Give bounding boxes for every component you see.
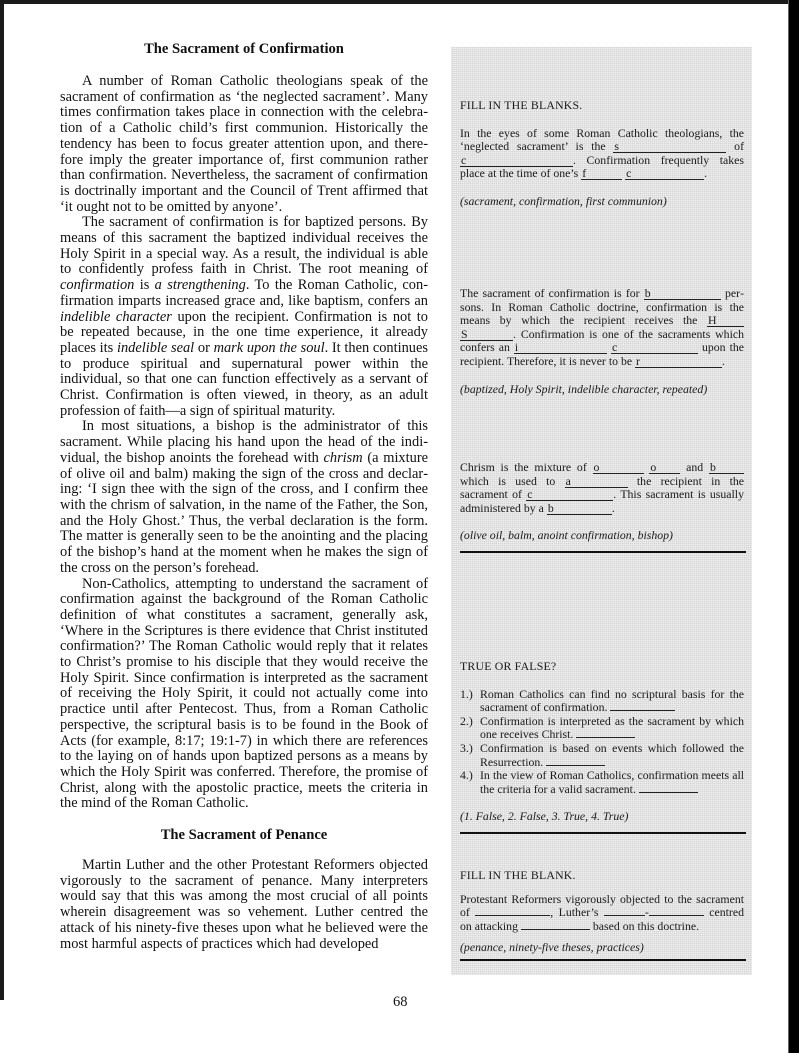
paragraph-confirmation-baptized [60,215,428,419]
blank-field[interactable]: o [649,462,680,474]
blank-field[interactable] [604,915,645,916]
exercise-title: FILL IN THE BLANK. [460,868,576,882]
text-span: based on this doctrine. [589,918,700,933]
item-text: Roman Catholics can find no scriptural basis for the sacrament of confirmation. [480,686,744,715]
page-number: 68 [393,994,408,1010]
exercise-sidebar [451,47,752,975]
text-span: centred on attacking [460,905,744,933]
main-text-column [60,40,428,952]
true-false-item [460,715,744,742]
text-span: the recipient in the sacrament of [460,473,744,502]
paragraph-confirmation-intro: A number of Roman Catholic theologians speak of the sacrament of confirmation as ‘the neglected sacrament’. Many times confirmation takes place in connection with the celebration of a Catholic child’s first communion. Historically the tendency has been to focus greater attention upon, and therefore imply the greater importance of, first communion rather than confirmation. Nevertheless, the sacrament of confirmation is doctrinally important and the Council of Trent affirmed that ‘it ought not to be omitted by anyone’. [60,73,428,215]
blank-field[interactable]: c [625,168,704,180]
answer-blank[interactable] [546,765,605,766]
paragraph-confirmation-bishop [60,419,428,576]
text-span: . To the Roman Catholic, confirmation imparts increased grace and, like baptism, confers an [60,277,428,309]
item-text: Confirmation is interpreted as the sacrament by which one receives Christ. [480,713,744,742]
true-false-item [460,742,744,769]
exercise-text [460,461,744,515]
exercise-text [460,127,744,181]
item-number: 4.) [460,768,473,783]
true-false-list [460,688,744,797]
item-text: In the view of Roman Catholics, confirmation meets all the criteria for a valid sacrament. [480,768,744,796]
blank-field[interactable]: b [547,503,612,515]
blank-field[interactable]: r [635,356,722,368]
exercise-fill-blanks-1 [460,99,744,209]
text-span: upon the recipient. Therefore, it is never to be [460,340,744,368]
section-divider [460,551,746,553]
item-number: 1.) [460,686,473,701]
text-span: Chrism is the mixture of [460,460,593,474]
text-span: is [134,277,155,294]
text-span: The sacrament of confirmation is for baptized persons. By means of this sacrament the baptized individual receives the Holy Spirit in a special way. As a result, the individual is able to confidently profess faith in Christ. The root meaning of [60,214,428,278]
dash-separator: - [644,905,649,920]
emphasis-text: a strengthening [154,277,246,294]
exercise-text [460,287,744,369]
section-heading-penance: The Sacrament of Penance [160,827,328,844]
paragraph-confirmation-scripture: Non-Catholics, attempting to understand the sacrament of confirmation against the background of the Roman Catholic definition of what constitutes a sacrament, generally ask, ‘Where in the Scriptures is there evidence that Christ instituted confirmation?’ The Roman Catholic would reply that it relates to Christ’s promise to his disciple that they would receive the Holy Spirit. Since confirmation is interpreted as the sacrament of receiving the Holy Spirit, it could not actually come into practice until after Pentecost. Thus, from a Roman Catholic perspective, the scriptural basis is to be found in the Book of Acts (for example, 8:17; 19:1-7) in which there are references to the laying on of hands upon baptized persons as a means by which the Holy Spirit was conferred. Therefore, the promise of Christ, along with the apostolic practice, meets the criteria in the mind of the Roman Catholic. [60,575,428,812]
blank-field[interactable]: i [514,342,607,354]
section-heading-confirmation: The Sacrament of Confirmation [144,41,344,57]
blank-field[interactable]: b [709,462,744,474]
blank-field[interactable] [521,929,590,930]
text-span: . [704,166,708,181]
emphasis-text: chrism [323,449,363,466]
scan-border-top [0,0,799,4]
blank-field[interactable]: c [526,489,613,501]
answer-blank[interactable] [610,710,675,711]
blank-field[interactable] [475,915,550,916]
answer-key: (olive oil, balm, anoint confirmation, bishop) [460,528,673,543]
exercise-text [460,893,744,934]
text-span: . Confirmation frequently takes place at the time of one’s [460,152,744,181]
blank-field[interactable]: c [460,155,573,167]
text-span: . This sacrament is usually administered by a [460,487,744,515]
blank-field[interactable]: f [581,168,622,180]
text-span: , Luther’s [550,905,604,920]
answer-key: (1. False, 2. False, 3. True, 4. True) [460,809,629,824]
text-span: . [611,500,615,515]
text-span: of [726,139,744,154]
scan-border-right [789,0,799,1053]
text-span: persons. In Roman Catholic doctrine, confirmation is the means by which the recipient receives the [460,286,745,328]
emphasis-text: indelible seal [116,339,195,356]
blank-field[interactable]: s [613,141,726,153]
text-span: upon the recipient. Confirmation is not to be repeated because, in the one time experience, it already places its [60,308,428,356]
exercise-true-false [460,660,744,834]
text-span: and [680,460,709,474]
item-number: 2.) [460,713,473,728]
answer-key: (sacrament, confirmation, first communion) [460,193,667,208]
exercise-title: TRUE OR FALSE? [460,659,557,673]
exercise-fill-blanks-3 [460,461,744,553]
item-text: Confirmation is based on events which followed the Resurrection. [480,740,744,769]
blank-field[interactable]: S [460,329,513,341]
exercise-fill-blanks-2 [460,287,744,396]
blank-field[interactable] [649,915,704,916]
answer-blank[interactable] [639,792,698,793]
blank-field[interactable]: H [707,315,744,327]
true-false-item [460,688,744,715]
text-span: which is used to [460,473,565,488]
blank-field[interactable]: b [644,288,721,300]
blank-field[interactable]: a [565,476,628,488]
item-number: 3.) [460,740,473,755]
text-span: . [722,353,725,368]
emphasis-text: indelible character [60,308,172,325]
answer-blank[interactable] [576,737,635,738]
exercise-title: FILL IN THE BLANKS. [460,98,583,112]
exercise-fill-blank-penance [460,869,744,961]
true-false-item [460,769,744,796]
text-span: or [194,339,214,356]
paragraph-penance-intro: Martin Luther and the other Protestant Reformers objected vigorously to the sacrament of penance. Many interpreters would say that this was among the most crucial of all points wherein disagreement was so vehement. Luther centred the attack of his ninety-five theses upon what he believed were the most harmful aspects of practices which had developed [60,857,428,952]
emphasis-text: mark upon the soul [213,339,325,356]
scan-border-right-inner [788,0,789,1053]
text-span: . It then continues to produce spiritual and supernatural power within the individual, so that one can function effectively as a servant of Christ. Confirmation is often viewed, in theory, as an adult profession of faith—a sign of spiritual maturity. [60,339,428,419]
blank-field[interactable]: c [611,342,698,354]
section-divider [460,959,746,961]
text-span: . Confirmation is one of the sacraments which confers an [460,326,744,355]
blank-field[interactable]: o [593,462,644,474]
scan-border-left [0,0,4,1000]
emphasis-text: confirmation [60,277,135,294]
answer-key: (baptized, Holy Spirit, indelible character, repeated) [460,381,708,396]
text-span: Protestant Reformers vigorously objected to the sacrament of [460,891,744,920]
text-span: In most situations, a bishop is the administrator of this sacrament. While placing his hand upon the head of the individual, the bishop anoints the forehead with [60,418,428,466]
text-span: In the eyes of some Roman Catholic theologians, the ‘neglected sacrament’ is the [460,125,744,154]
answer-key: (penance, ninety-five theses, practices) [460,940,644,955]
text-span: The sacrament of confirmation is for [460,286,644,300]
text-span: (a mixture of olive oil and balm) making the sign of the cross and declaring: ‘I sign thee with the sign of the cross, and I confirm thee with the chrism of salvation, in the name of the Father, the Son, and the Holy Ghost.’ Thus, the verbal declaration is the form. The matter is generally seen to be the anointing and the placing of the bishop’s hand at the moment when he makes the sign of the cross on the person’s forehead. [60,449,429,576]
section-divider [460,832,746,834]
